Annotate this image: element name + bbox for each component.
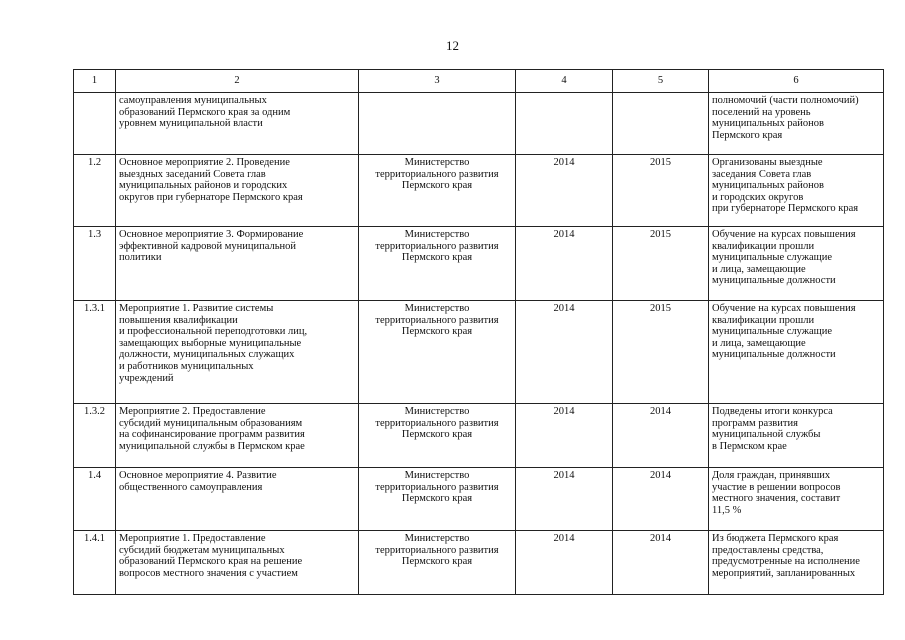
- expected-result-cell: [709, 93, 884, 155]
- expected-result-line: и лица, замещающие: [712, 337, 806, 349]
- end-year-cell: [613, 93, 709, 155]
- start-year-cell: 2014: [516, 468, 613, 531]
- executor-line: Пермского края: [401, 326, 473, 338]
- executor-line: Пермского края: [401, 180, 473, 192]
- activity-title-line: округов при губернаторе Пермского края: [119, 191, 303, 203]
- activity-title-line: повышения квалификации: [119, 314, 238, 326]
- activity-title-line: учреждений: [119, 372, 174, 384]
- expected-result-line: Доля граждан, принявших: [712, 470, 831, 481]
- expected-result-line: квалификации прошли: [712, 314, 815, 326]
- executor-line: территориального развития: [375, 314, 499, 326]
- executor-line: территориального развития: [375, 417, 499, 429]
- executor-line: Министерство: [404, 533, 470, 544]
- start-year-cell: 2014: [516, 404, 613, 468]
- activity-title-line: Мероприятие 2. Предоставление: [119, 406, 266, 417]
- expected-result-line: 11,5 %: [712, 504, 742, 516]
- expected-result-line: заседания Совета глав: [712, 168, 812, 180]
- page-number: 12: [446, 38, 459, 53]
- row-number-cell: 1.2: [74, 155, 116, 227]
- expected-result-line: предоставлены средства,: [712, 544, 824, 556]
- activity-title-line: эффективной кадровой муниципальной: [119, 240, 296, 252]
- row-number-cell: 1.3: [74, 227, 116, 301]
- expected-result-cell: [709, 301, 884, 404]
- activity-title-line: должности, муниципальных служащих: [119, 349, 295, 361]
- expected-result-line: Подведены итоги конкурса: [712, 406, 833, 417]
- activity-title-line: Мероприятие 1. Предоставление: [119, 533, 266, 544]
- executor-line: территориального развития: [375, 168, 499, 180]
- executor-cell: [359, 531, 516, 595]
- activity-title-line: образований Пермского края на решение: [119, 556, 303, 568]
- activity-title-line: образований Пермского края за одним: [119, 106, 291, 118]
- activity-title-line: и профессиональной переподготовки лиц,: [119, 326, 308, 338]
- table-row: [74, 531, 884, 595]
- executor-line: территориального развития: [375, 240, 499, 252]
- end-year-cell: 2015: [613, 155, 709, 227]
- program-table: [73, 69, 884, 595]
- activity-title-line: и работников муниципальных: [119, 360, 254, 372]
- table-row: [74, 404, 884, 468]
- expected-result-line: поселений на уровень: [712, 106, 811, 118]
- executor-line: Министерство: [404, 229, 470, 240]
- expected-result-line: участие в решении вопросов: [712, 481, 841, 493]
- activity-title-line: уровнем муниципальной власти: [119, 118, 263, 130]
- row-number-cell: [74, 93, 116, 155]
- end-year-cell: 2014: [613, 468, 709, 531]
- row-number-cell: 1.3.2: [74, 404, 116, 468]
- activity-title-cell: [116, 227, 359, 301]
- end-year-cell: 2015: [613, 301, 709, 404]
- executor-cell: [359, 404, 516, 468]
- activity-title-cell: [116, 155, 359, 227]
- expected-result-line: местного значения, составит: [712, 493, 841, 505]
- activity-title-line: замещающих выборные муниципальные: [119, 337, 302, 349]
- header-row: [74, 70, 884, 93]
- expected-result-line: при губернаторе Пермского края: [712, 203, 859, 215]
- executor-line: Министерство: [404, 406, 470, 417]
- expected-result-line: мероприятий, запланированных: [712, 567, 856, 579]
- table-row: [74, 93, 884, 155]
- expected-result-line: в Пермском крае: [712, 440, 787, 452]
- executor-line: Министерство: [404, 303, 470, 314]
- table-row: [74, 468, 884, 531]
- expected-result-cell: [709, 531, 884, 595]
- start-year-cell: [516, 93, 613, 155]
- expected-result-line: муниципальных районов: [712, 180, 824, 192]
- executor-line: Пермского края: [401, 493, 473, 505]
- activity-title-line: Основное мероприятие 4. Развитие: [119, 470, 277, 481]
- activity-title-cell: [116, 404, 359, 468]
- expected-result-cell: [709, 227, 884, 301]
- expected-result-line: муниципальные служащие: [712, 252, 833, 264]
- expected-result-cell: [709, 155, 884, 227]
- expected-result-cell: [709, 404, 884, 468]
- activity-title-line: Основное мероприятие 3. Формирование: [119, 229, 304, 240]
- expected-result-line: Обучение на курсах повышения: [712, 303, 856, 314]
- start-year-cell: 2014: [516, 227, 613, 301]
- header-cell-5: 5: [613, 70, 709, 93]
- header-cell-1: 1: [74, 70, 116, 93]
- expected-result-line: муниципальные должности: [712, 275, 836, 287]
- executor-cell: [359, 301, 516, 404]
- activity-title-line: общественного самоуправления: [119, 481, 263, 493]
- table-body: [74, 93, 884, 595]
- expected-result-line: программ развития: [712, 417, 798, 429]
- expected-result-line: муниципальной службы: [712, 429, 821, 441]
- executor-line: Пермского края: [401, 252, 473, 264]
- expected-result-line: квалификации прошли: [712, 240, 815, 252]
- table-row: [74, 301, 884, 404]
- row-number-cell: 1.3.1: [74, 301, 116, 404]
- row-number-cell: 1.4: [74, 468, 116, 531]
- activity-title-cell: [116, 301, 359, 404]
- executor-line: территориального развития: [375, 481, 499, 493]
- expected-result-line: Пермского края: [712, 129, 783, 141]
- activity-title-line: Основное мероприятие 2. Проведение: [119, 157, 290, 168]
- activity-title-line: выездных заседаний Совета глав: [119, 168, 266, 180]
- executor-line: Пермского края: [401, 429, 473, 441]
- executor-line: территориального развития: [375, 544, 499, 556]
- activity-title-line: самоуправления муниципальных: [119, 95, 267, 106]
- table-row: [74, 227, 884, 301]
- expected-result-line: Из бюджета Пермского края: [712, 533, 839, 544]
- expected-result-line: муниципальные служащие: [712, 326, 833, 338]
- expected-result-line: муниципальные должности: [712, 349, 836, 361]
- executor-line: Пермского края: [401, 556, 473, 568]
- expected-result-line: Организованы выездные: [712, 157, 823, 168]
- activity-title-line: Мероприятие 1. Развитие системы: [119, 303, 274, 314]
- expected-result-line: предусмотренные на исполнение: [712, 556, 860, 568]
- executor-cell: [359, 227, 516, 301]
- start-year-cell: 2014: [516, 301, 613, 404]
- header-cell-2: 2: [116, 70, 359, 93]
- expected-result-line: полномочий (части полномочий): [712, 95, 859, 106]
- activity-title-line: муниципальных районов и городских: [119, 180, 288, 192]
- activity-title-line: муниципальной службы в Пермском крае: [119, 440, 305, 452]
- activity-title-line: на софинансирование программ развития: [119, 429, 305, 441]
- expected-result-line: Обучение на курсах повышения: [712, 229, 856, 240]
- header-cell-6: 6: [709, 70, 884, 93]
- activity-title-cell: [116, 93, 359, 155]
- header-cell-3: 3: [359, 70, 516, 93]
- end-year-cell: 2015: [613, 227, 709, 301]
- table-row: [74, 155, 884, 227]
- start-year-cell: 2014: [516, 531, 613, 595]
- executor-cell: [359, 468, 516, 531]
- row-number-cell: 1.4.1: [74, 531, 116, 595]
- executor-line: Министерство: [404, 470, 470, 481]
- header-cell-4: 4: [516, 70, 613, 93]
- executor-cell: [359, 155, 516, 227]
- executor-cell: [359, 93, 516, 155]
- activity-title-line: субсидий бюджетам муниципальных: [119, 544, 285, 556]
- expected-result-line: муниципальных районов: [712, 118, 824, 130]
- activity-title-line: вопросов местного значения с участием: [119, 567, 298, 579]
- end-year-cell: 2014: [613, 531, 709, 595]
- start-year-cell: 2014: [516, 155, 613, 227]
- expected-result-line: и городских округов: [712, 191, 804, 203]
- activity-title-line: субсидий муниципальным образованиям: [119, 417, 303, 429]
- end-year-cell: 2014: [613, 404, 709, 468]
- expected-result-cell: [709, 468, 884, 531]
- activity-title-cell: [116, 468, 359, 531]
- expected-result-line: и лица, замещающие: [712, 263, 806, 275]
- activity-title-line: политики: [119, 252, 162, 264]
- activity-title-cell: [116, 531, 359, 595]
- executor-line: Министерство: [404, 157, 470, 168]
